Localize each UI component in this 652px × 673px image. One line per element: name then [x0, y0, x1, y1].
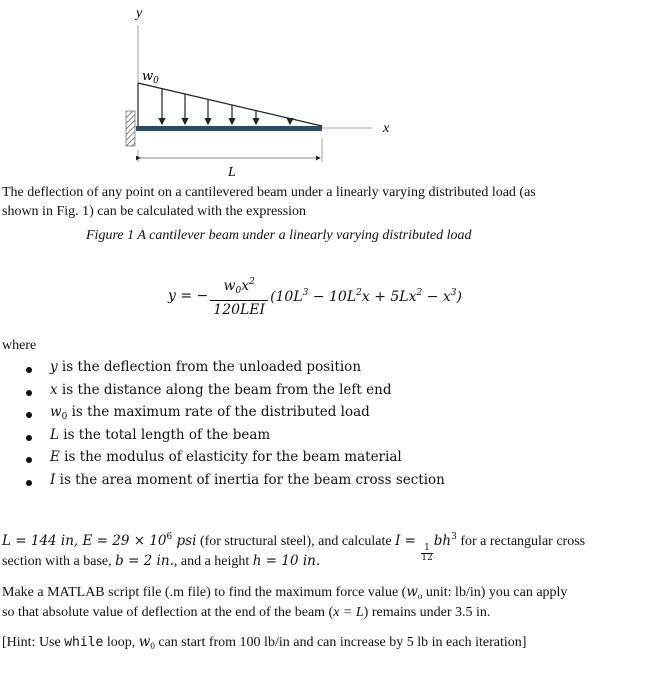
- beam: [136, 126, 322, 131]
- while-keyword: while: [64, 635, 104, 650]
- bullet-icon: [26, 367, 32, 373]
- intro-line-2: shown in Fig. 1) can be calculated with the expression: [2, 204, 307, 219]
- bullet-icon: [26, 435, 32, 441]
- one-twelfth-fraction: $\frac{1}{12}$: [421, 543, 433, 563]
- list-item: E is the modulus of elasticity for the beam material: [0, 449, 445, 472]
- hint-line: [Hint: Use while loop, $w_0$ can start from 100 lb/in and can increase by 5 lb in each iteration]: [2, 634, 527, 651]
- formula-fraction: $\frac{w_0x^2}{\text{120LEI}}$: [210, 273, 268, 319]
- figure-caption: Figure 1 A cantilever beam under a linearly varying distributed load: [86, 228, 472, 243]
- fixed-support-wall: [126, 111, 135, 146]
- parameters-line-2: section with a base, b = 2 in., and a height h = 10 in.: [2, 553, 321, 569]
- formula-polynomial: $(10L^3 - 10L^2x + 5Lx^2 - x^3)$: [270, 287, 462, 305]
- variable-definitions-list: [0, 359, 445, 495]
- load-label: $w_0$: [142, 69, 159, 86]
- length-label: L: [228, 165, 236, 180]
- formula-lhs: y = −: [168, 288, 209, 304]
- where-label: where: [2, 338, 37, 353]
- list-item: x is the distance along the beam from the left end: [0, 382, 445, 405]
- task-line-2: so that absolute value of deflection at the end of the beam (x = L) remains under 3.5 in.: [2, 605, 491, 620]
- bullet-icon: [26, 457, 32, 463]
- bullet-icon: [26, 480, 32, 486]
- intro-line-1: The deflection of any point on a cantilevered beam under a linearly varying distributed load (as: [2, 185, 536, 200]
- task-line-1: Make a MATLAB script file (.m file) to find the maximum force value ($w_o$ unit: lb/in) you can apply: [2, 584, 568, 601]
- cantilever-beam-diagram: [0, 0, 652, 185]
- list-item: y is the deflection from the unloaded position: [0, 359, 445, 382]
- load-arrows: [162, 89, 290, 124]
- deflection-formula: [168, 266, 462, 326]
- list-item: L is the total length of the beam: [0, 427, 445, 450]
- bullet-icon: [26, 412, 32, 418]
- list-item: $w_0$ is the maximum rate of the distributed load: [0, 404, 445, 427]
- bullet-icon: [26, 390, 32, 396]
- parameters-line-1: L = 144 in, $E = 29 \times 10^6$ psi (for structural steel), and calculate I = $\frac{1}{12}$ $bh^3$ for a rectangular cross: [2, 532, 586, 563]
- list-item: I is the area moment of inertia for the beam cross section: [0, 472, 445, 495]
- load-distribution-outline: [138, 83, 322, 126]
- x-axis-label: x: [383, 121, 390, 136]
- y-axis-label: y: [136, 6, 143, 21]
